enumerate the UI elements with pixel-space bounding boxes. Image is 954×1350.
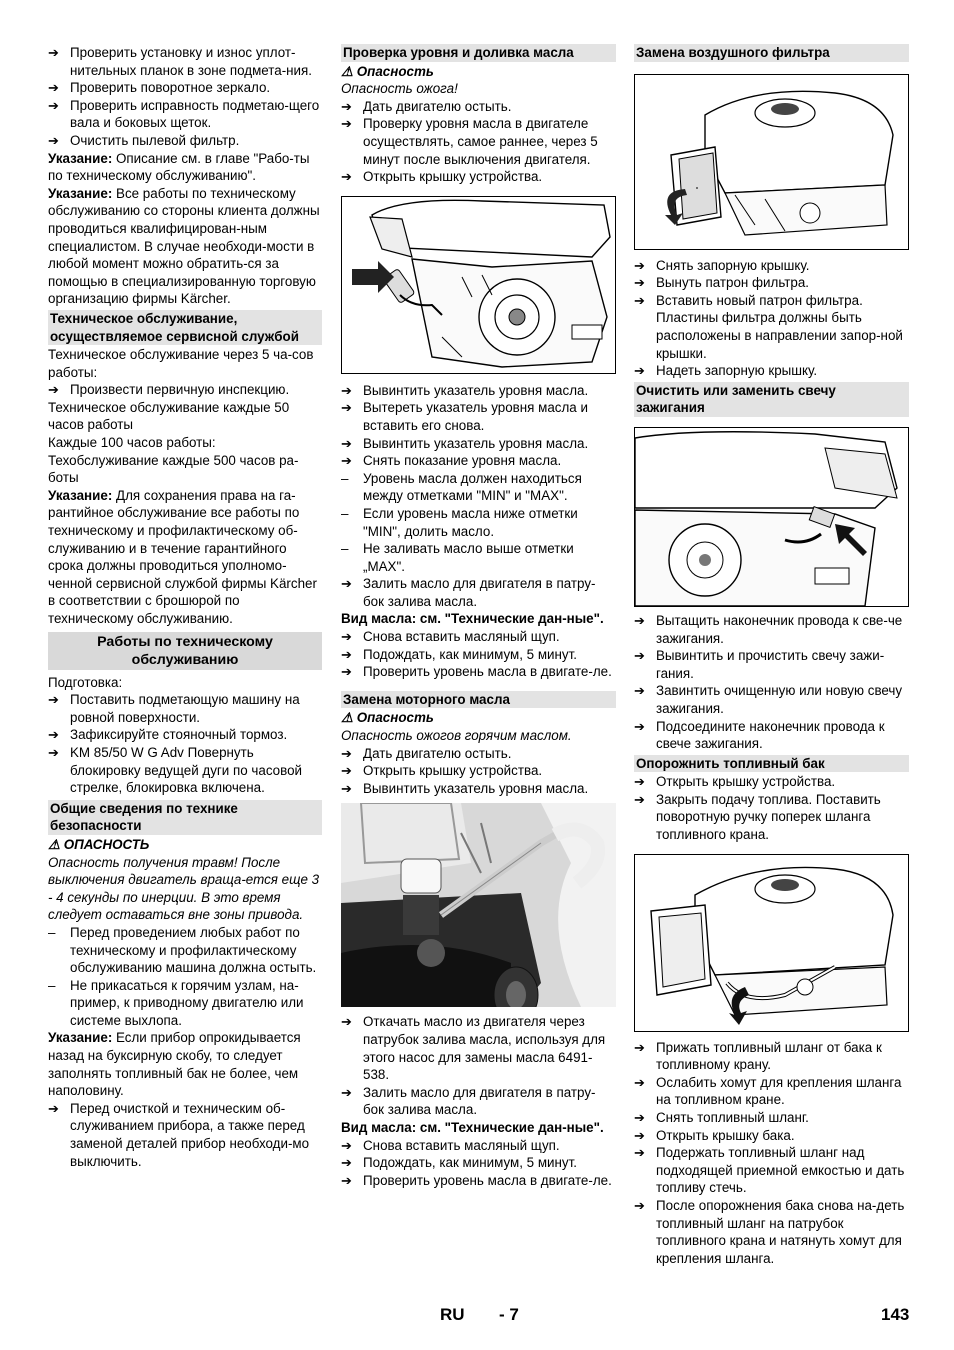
arrow-icon: ➔: [634, 1039, 645, 1055]
paragraph: Техобслуживание каждые 500 часов ра-боты: [48, 452, 299, 486]
dash-icon: –: [341, 505, 349, 521]
engine-dipstick-drawing: [342, 197, 615, 373]
dash-item: – Не заливать масло выше отметки „MAX".: [341, 541, 574, 574]
bullet-item: ➔ Снять топливный шланг.: [634, 1110, 809, 1126]
column-left: [48, 44, 322, 1170]
bullet-item: ➔ Закрыть подачу топлива. Поставить поворотную ручку поперек шланга топливного крана.: [634, 791, 881, 843]
oil-dipstick-illustration: [341, 196, 616, 374]
bullet-list: [634, 1039, 909, 1268]
bullet-item: ➔ Прижать топливный шланг от бака к топливному крану.: [634, 1039, 882, 1073]
bullet-item: ➔ Дать двигателю остыть.: [341, 98, 512, 114]
dash-item: – Перед проведением любых работ по техническому и профилактическому обслуживанию машина должна остыть.: [48, 924, 317, 976]
bullet-item: ➔ Вынуть патрон фильтра.: [634, 275, 810, 291]
arrow-icon: ➔: [341, 664, 352, 680]
arrow-icon: ➔: [341, 745, 352, 761]
bullet-item: ➔ Снова вставить масляный щуп.: [341, 629, 560, 645]
oil-type-note: Вид масла: см. "Технические дан-ные".: [341, 1119, 604, 1135]
arrow-icon: ➔: [341, 169, 352, 185]
arrow-icon: ➔: [634, 363, 645, 379]
bullet-item: ➔ Вывинтить указатель уровня масла.: [341, 780, 589, 796]
arrow-icon: ➔: [48, 744, 59, 760]
bullet-item: ➔ Подсоедините наконечник провода к свече зажигания.: [634, 718, 885, 752]
section-heading-centered: Работы по техническому обслуживанию: [48, 632, 322, 670]
oil-type-note: Вид масла: см. "Технические дан-ные".: [341, 611, 604, 627]
arrow-icon: ➔: [341, 1014, 352, 1030]
bullet-item: ➔ Проверить уровень масла в двигате-ле.: [341, 1172, 612, 1188]
bullet-item: ➔ KM 85/50 W G Adv Повернуть блокировку ведущей дуги по часовой стрелке, блокировка включена.: [48, 744, 303, 796]
bullet-item: ➔ Поставить подметающую машину на ровной поверхности.: [48, 692, 300, 725]
mixed-list: [341, 382, 616, 611]
bullet-item: ➔ После опорожнения бака снова на-деть топливный шланг на патрубок топливного крана и натянуть хомут для крепления шланга.: [634, 1198, 905, 1266]
dash-list: [48, 924, 322, 1030]
arrow-icon: ➔: [341, 382, 352, 398]
arrow-icon: ➔: [634, 1074, 645, 1090]
local-page-number: - 7: [499, 1305, 519, 1324]
fuel-hose-illustration: [634, 854, 909, 1032]
warning-icon: ⚠: [341, 710, 354, 726]
arrow-icon: ➔: [48, 382, 59, 398]
arrow-icon: ➔: [341, 646, 352, 662]
arrow-icon: ➔: [634, 1127, 645, 1143]
arrow-icon: ➔: [48, 45, 59, 60]
section-heading: Замена воздушного фильтра: [634, 44, 909, 62]
dash-item: – Если уровень масла ниже отметки "MIN", долить масло.: [341, 505, 578, 539]
section-heading: Очистить или заменить свечу зажигания: [634, 382, 909, 417]
bullet-item: ➔ Открыть крышку устройства.: [341, 763, 543, 779]
arrow-icon: ➔: [634, 1198, 645, 1213]
danger-label: ⚠ ОПАСНОСТЬ: [48, 836, 150, 852]
danger-text: Опасность ожога!: [341, 81, 458, 97]
arrow-icon: ➔: [634, 257, 645, 273]
bullet-list: [634, 773, 909, 843]
bullet-list: [48, 691, 322, 797]
bullet-item: ➔ Очистить пылевой фильтр.: [48, 132, 240, 148]
bullet-list: [634, 257, 909, 380]
arrow-icon: ➔: [341, 1137, 352, 1153]
paragraph: Каждые 100 часов работы:: [48, 435, 216, 451]
arrow-icon: ➔: [634, 774, 645, 790]
danger-text: Опасность ожогов горячим маслом.: [341, 728, 572, 744]
air-filter-illustration: [634, 74, 909, 250]
bullet-item: ➔ Вставить новый патрон фильтра. Пластины фильтра должны быть расположены в направлении запор-ной крышки.: [634, 292, 903, 361]
bullet-item: ➔ Снять показание уровня масла.: [341, 453, 562, 469]
arrow-icon: ➔: [634, 718, 645, 734]
bullet-item: ➔ Открыть крышку устройства.: [341, 169, 543, 185]
oil-pump-photo-drawing: [341, 803, 616, 1007]
arrow-icon: ➔: [341, 400, 352, 416]
engine-spark-plug-drawing: [635, 428, 908, 606]
bullet-item: ➔ Вывинтить указатель уровня масла.: [341, 382, 589, 398]
bullet-item: ➔ Дать двигателю остыть.: [341, 745, 512, 761]
oil-change-photo: [341, 803, 616, 1007]
bullet-item: ➔ Проверить уровень масла в двигате-ле.: [341, 664, 612, 680]
arrow-icon: ➔: [634, 1145, 645, 1161]
bullet-item: ➔ Залить масло для двигателя в патру-бок залива масла.: [341, 1084, 596, 1118]
section-heading: Опорожнить топливный бак: [634, 755, 909, 773]
arrow-icon: ➔: [48, 132, 59, 148]
bullet-list: [341, 745, 616, 798]
arrow-icon: ➔: [341, 435, 352, 451]
paragraph: Техническое обслуживание через 5 ча-сов работы:: [48, 347, 314, 380]
arrow-icon: ➔: [634, 612, 645, 628]
bullet-item: ➔ Вывинтить указатель уровня масла.: [341, 435, 589, 451]
warning-icon: ⚠: [48, 836, 61, 852]
arrow-icon: ➔: [634, 292, 645, 308]
arrow-icon: ➔: [341, 1172, 352, 1188]
bullet-list: [341, 1137, 616, 1190]
column-middle: [341, 44, 616, 1189]
bullet-item: ➔ Откачать масло из двигателя через патрубок залива масла, используя для этого насос для замены масла 6491-538.: [341, 1014, 606, 1083]
paragraph: Подготовка:: [48, 674, 123, 690]
bullet-item: ➔ Зафиксируйте стояночный тормоз.: [48, 727, 288, 743]
dash-icon: –: [48, 977, 56, 993]
arrow-icon: ➔: [48, 80, 59, 96]
arrow-icon: ➔: [48, 97, 59, 113]
note: Указание: Для сохранения права на га-рантийное обслуживание все работы по техническому и профилактическому об-служиванию и в течение гарантийного срока должны проводиться уполномо-ченной сервисной службой фирмы Kärcher в соответствии с брошюрой по техническому обслуживанию.: [48, 487, 317, 626]
language-code: RU: [440, 1305, 465, 1324]
bullet-item: ➔ Произвести первичную инспекцию.: [48, 382, 290, 398]
bullet-item: ➔ Проверить исправность подметаю-щего вала и боковых щеток.: [48, 97, 320, 131]
bullet-item: ➔ Проверить установку и износ уплот-нительных планок в зоне подмета-ния.: [48, 45, 313, 78]
engine-fuel-hose-drawing: [635, 855, 908, 1031]
arrow-icon: ➔: [341, 763, 352, 779]
note: Указание: Описание см. в главе "Рабо-ты по техническому обслуживанию".: [48, 150, 310, 184]
bullet-item: ➔ Надеть запорную крышку.: [634, 363, 818, 379]
bullet-item: ➔ Открыть крышку бака.: [634, 1127, 795, 1143]
section-heading: Общие сведения по технике безопасности: [48, 800, 322, 835]
bullet-item: ➔ Подождать, как минимум, 5 минут.: [341, 646, 577, 662]
dash-item: – Уровень масла должен находиться между отметками "MIN" и "MAX".: [341, 470, 582, 504]
danger-label: ⚠ Опасность: [341, 710, 434, 726]
bullet-item: ➔ Перед очисткой и техническим об-служиванием прибора, а также перед заменой деталей прибор необходи-мо выключить.: [48, 1100, 310, 1169]
paragraph: Техническое обслуживание каждые 50 часов работы: [48, 399, 290, 433]
dash-item: – Не прикасаться к горячим узлам, на-пример, к приводному двигателю или системе выхлопа.: [48, 977, 304, 1028]
bullet-item: ➔ Вытереть указатель уровня масла и вставить его снова.: [341, 400, 588, 433]
dash-icon: –: [341, 470, 349, 486]
bullet-item: ➔ Проверку уровня масла в двигателе осуществлять, самое раннее, через 5 минут после выключения двигателя.: [341, 116, 598, 167]
bullet-item: ➔ Снять запорную крышку.: [634, 257, 810, 273]
section-heading: Замена моторного масла: [341, 691, 616, 709]
arrow-icon: ➔: [48, 1100, 59, 1116]
arrow-icon: ➔: [341, 576, 352, 592]
column-right: [634, 44, 909, 1267]
bullet-item: ➔ Проверить поворотное зеркало.: [48, 80, 271, 96]
section-heading: Техническое обслуживание, осуществляемое сервисной службой: [48, 310, 322, 345]
arrow-icon: ➔: [341, 116, 352, 132]
engine-air-filter-drawing: [635, 75, 908, 249]
arrow-icon: ➔: [341, 629, 352, 645]
section-heading: Проверка уровня и доливка масла: [341, 44, 616, 62]
arrow-icon: ➔: [341, 1155, 352, 1171]
arrow-icon: ➔: [634, 648, 645, 664]
bullet-list: [341, 98, 616, 186]
arrow-icon: ➔: [634, 683, 645, 699]
bullet-list: [48, 44, 322, 150]
warning-icon: ⚠: [341, 63, 354, 79]
bullet-item: ➔ Залить масло для двигателя в патру-бок залива масла.: [341, 576, 596, 609]
arrow-icon: ➔: [48, 692, 59, 708]
dash-icon: –: [341, 541, 349, 557]
arrow-icon: ➔: [341, 780, 352, 796]
bullet-item: ➔ Снова вставить масляный щуп.: [341, 1137, 560, 1153]
danger-text: Опасность получения травм! После выключения двигатель враща-ется еще 3 - 4 секунды по инерции. В это время следует оставаться вне зоны привода.: [48, 854, 320, 923]
bullet-item: ➔ Подождать, как минимум, 5 минут.: [341, 1155, 577, 1171]
arrow-icon: ➔: [341, 98, 352, 114]
arrow-icon: ➔: [341, 1084, 352, 1100]
arrow-icon: ➔: [634, 275, 645, 291]
bullet-list: [341, 628, 616, 681]
arrow-icon: ➔: [634, 1110, 645, 1126]
danger-label: ⚠ Опасность: [341, 63, 434, 79]
note: Указание: Если прибор опрокидывается назад на буксирную скобу, то следует заполнять топливный бак не более, чем наполовину.: [48, 1030, 301, 1099]
arrow-icon: ➔: [341, 453, 352, 469]
bullet-item: ➔ Открыть крышку устройства.: [634, 774, 836, 790]
bullet-list: [341, 1013, 616, 1119]
spark-plug-illustration: [634, 427, 909, 607]
page-number: 143: [881, 1305, 910, 1324]
arrow-icon: ➔: [48, 727, 59, 743]
bullet-list: [634, 612, 909, 753]
bullet-item: ➔ Ослабить хомут для крепления шланга на топливном кране.: [634, 1074, 902, 1108]
arrow-icon: ➔: [634, 791, 645, 807]
note: Указание: Все работы по техническому обслуживанию со стороны клиента должны проводиться квалифицирован-ным специалистом. В случае необходи-мости в любой момент можно обратить-ся за помощью в специализированную торговую организацию фирмы Kärcher.: [48, 185, 320, 307]
bullet-item: ➔ Вытащить наконечник провода к све-че зажигания.: [634, 612, 903, 646]
bullet-item: ➔ Подержать топливный шланг над подходящей приемной емкостью и дать топливу стечь.: [634, 1145, 905, 1196]
bullet-item: ➔ Завинтить очищенную или новую свечу зажигания.: [634, 683, 903, 716]
bullet-item: ➔ Вывинтить и прочистить свечу зажи-гания.: [634, 648, 885, 681]
dash-icon: –: [48, 924, 56, 940]
